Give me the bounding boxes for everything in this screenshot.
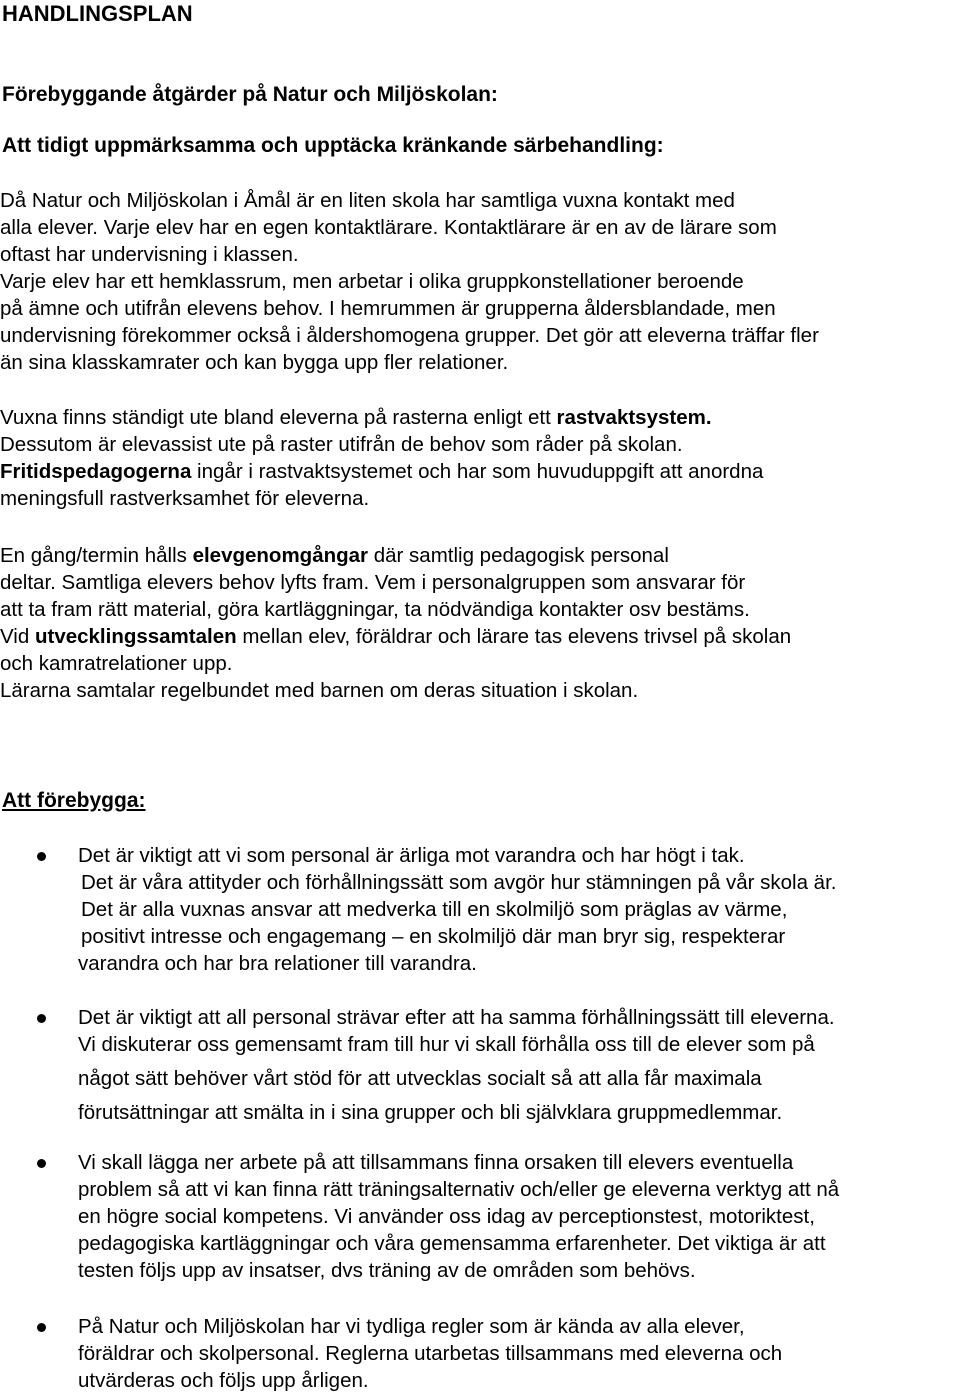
bullet-line: förutsättningar att smälta in i sina grupper och bli självklara gruppmedlemmar. xyxy=(78,1101,783,1124)
bullet-line: föräldrar och skolpersonal. Reglerna utarbetas tillsammans med eleverna och xyxy=(78,1342,783,1365)
text-run: Vid xyxy=(0,625,35,648)
bold-term: rastvaktsystem. xyxy=(556,406,712,429)
bullet-line: På Natur och Miljöskolan har vi tydliga regler som är kända av alla elever, xyxy=(78,1315,745,1338)
paragraph-line: att ta fram rätt material, göra kartläggningar, ta nödvändiga kontakter osv bestäms. xyxy=(0,598,750,621)
paragraph-line xyxy=(0,542,960,569)
paragraph-student-reviews xyxy=(0,542,960,704)
heading-to-prevent: Att förebygga: xyxy=(2,789,146,812)
paragraph-line: och kamratrelationer upp. xyxy=(0,652,233,675)
bullet-text xyxy=(78,1004,958,1126)
paragraph-line: Lärarna samtalar regelbundet med barnen om deras situation i skolan. xyxy=(0,679,639,702)
bullet-line: Det är alla vuxnas ansvar att medverka till en skolmiljö som präglas av värme, xyxy=(81,898,788,921)
paragraph-line: oftast har undervisning i klassen. xyxy=(0,243,299,266)
bullet-line: varandra och har bra relationer till varandra. xyxy=(78,952,477,975)
paragraph-line: Dessutom är elevassist ute på raster utifrån de behov som råder på skolan. xyxy=(0,433,683,456)
text-run: ingår i rastvaktsystemet och har som huvuduppgift att anordna xyxy=(191,460,764,483)
paragraph-line xyxy=(0,404,960,431)
text-run: mellan elev, föräldrar och lärare tas elevens trivsel på skolan xyxy=(236,625,792,648)
bullet-line: problem så att vi kan finna rätt träningsalternativ och/eller ge eleverna verktyg att nå xyxy=(78,1178,840,1201)
bullet-line: en högre social kompetens. Vi använder oss idag av perceptionstest, motoriktest, xyxy=(78,1205,815,1228)
bullet-icon xyxy=(37,852,46,861)
bullet-line: Det är våra attityder och förhållningssätt som avgör hur stämningen på vår skola är. xyxy=(81,871,837,894)
paragraph-line: meningsfull rastverksamhet för eleverna. xyxy=(0,487,370,510)
bullet-line: något sätt behöver vårt stöd för att utvecklas socialt så att alla får maximala xyxy=(78,1067,762,1090)
heading-preventive-measures: Förebyggande åtgärder på Natur och Miljöskolan: xyxy=(2,83,498,106)
paragraph-break-supervision xyxy=(0,404,960,512)
bullet-icon xyxy=(37,1323,46,1332)
document-title: HANDLINGSPLAN xyxy=(2,1,193,26)
bullet-icon xyxy=(37,1014,46,1023)
bullet-icon xyxy=(37,1159,46,1168)
text-run: där samtlig pedagogisk personal xyxy=(368,544,669,567)
paragraph-line xyxy=(0,458,960,485)
bullet-line: Vi skall lägga ner arbete på att tillsammans finna orsaken till elevers eventuella xyxy=(78,1151,794,1174)
paragraph-school-organization xyxy=(0,187,960,376)
bullet-text xyxy=(78,1149,958,1284)
bullet-line: positivt intresse och engagemang – en skolmiljö där man bryr sig, respekterar xyxy=(81,925,786,948)
bold-term: elevgenomgångar xyxy=(192,544,369,567)
bullet-line: Det är viktigt att vi som personal är ärliga mot varandra och har högt i tak. xyxy=(78,844,745,867)
paragraph-line: Då Natur och Miljöskolan i Åmål är en liten skola har samtliga vuxna kontakt med xyxy=(0,189,735,212)
paragraph-line: undervisning förekommer också i åldershomogena grupper. Det gör att eleverna träffar fler xyxy=(0,324,819,347)
bullet-text xyxy=(78,842,958,977)
paragraph-line: på ämne och utifrån elevens behov. I hemrummen är grupperna åldersblandade, men xyxy=(0,297,776,320)
paragraph-line xyxy=(0,623,960,650)
paragraph-line: deltar. Samtliga elevers behov lyfts fram. Vem i personalgruppen som ansvarar för xyxy=(0,571,746,594)
bullet-line: Det är viktigt att all personal strävar efter att ha samma förhållningssätt till eleverna. xyxy=(78,1006,835,1029)
paragraph-line: än sina klasskamrater och kan bygga upp fler relationer. xyxy=(0,351,509,374)
bold-term: utvecklingssamtalen xyxy=(34,625,237,648)
bullet-line: utvärderas och följs upp årligen. xyxy=(78,1369,369,1392)
bold-term: Fritidspedagogerna xyxy=(0,460,192,483)
heading-early-detection: Att tidigt uppmärksamma och upptäcka kränkande särbehandling: xyxy=(2,134,664,157)
bullet-line: Vi diskuterar oss gemensamt fram till hur vi skall förhålla oss till de elever som på xyxy=(78,1033,815,1056)
text-run: En gång/termin hålls xyxy=(0,544,193,567)
bullet-line: testen följs upp av insatser, dvs träning av de områden som behövs. xyxy=(78,1259,696,1282)
paragraph-line: alla elever. Varje elev har en egen kontaktlärare. Kontaktlärare är en av de lärare som xyxy=(0,216,777,239)
paragraph-line: Varje elev har ett hemklassrum, men arbetar i olika gruppkonstellationer beroende xyxy=(0,270,744,293)
bullet-line: pedagogiska kartläggningar och våra gemensamma erfarenheter. Det viktiga är att xyxy=(78,1232,826,1255)
bullet-text xyxy=(78,1313,958,1394)
text-run: Vuxna finns ständigt ute bland eleverna på rasterna enligt ett xyxy=(0,406,557,429)
